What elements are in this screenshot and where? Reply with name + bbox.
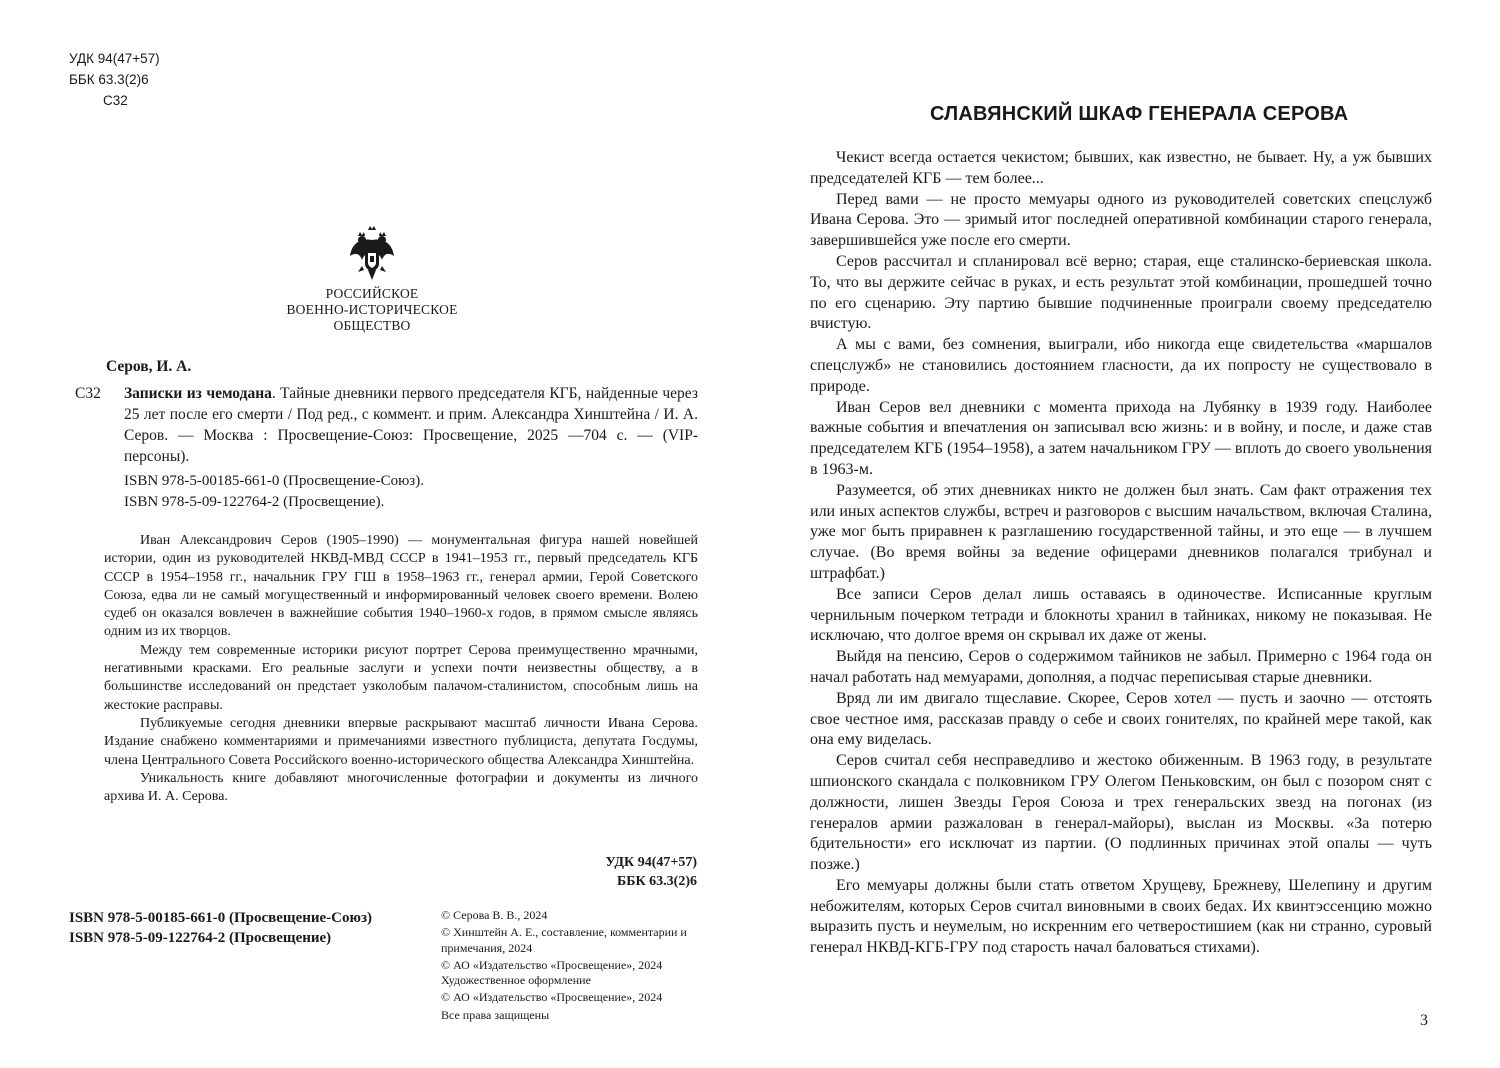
isbn-bold-block [69,908,372,948]
body-paragraph: Все записи Серов делал лишь оставаясь в одиночестве. Исписанные круглым чернильным почерком тетради и блокноты хранил в тайниках, никому не показывая. Не исключаю, что долгое время он скрывал их даже от жены. [810,585,1432,645]
catalog-code-entry: С32 [75,385,101,402]
body-paragraph: Чекист всегда остается чекистом; бывших, как известно, не бывает. Ну, а уж бывших председателей КГБ — тем более... [810,149,1432,187]
bibliographic-description [124,383,698,467]
logo-line-3: ОБЩЕСТВО [333,318,411,333]
body-paragraph: А мы с вами, без сомнения, выиграли, ибо никогда еще свидетельства «маршалов спецслужб» не становились достоянием гласности, да их попросту не существовало в природе. [810,336,1432,395]
body-paragraph: Его мемуары должны были стать ответом Хрущеву, Брежневу, Шелепину и другим небожителям, которых Серов считал виновными в своих бедах. Их квинтэссенцию можно выразить пусть и неумелым, но искренним его четверостишием (как ни странно, суровый генерал НКВД-КГБ-ГРУ под старость начал баловаться стихами). [810,876,1432,957]
body-paragraph: Серов считал себя несправедливо и жестоко обиженным. В 1963 году, в результате шпионского скандала с полковником ГРУ Олегом Пеньковским, он был с позором снят с должности, лишен Звезды Героя Союза и трех генеральских звезд на погонах (из генералов армии разжалован в генерал-майоры), выслан из Москвы. «За потерю бдительности» его исключат из партии. (О подлинных причинах этой опалы — чуть позже.) [810,752,1432,874]
copyright-notices [441,908,711,1025]
copyright-line: © Серова В. В., 2024 [441,908,548,922]
double-headed-eagle-icon [348,226,396,280]
body-paragraph: Разумеется, об этих дневниках никто не должен был знать. Сам факт отражения тех или иных аспектов службы, встреч и разговоров с высшим начальством, включая Сталина, уже мог быть приравнен к разглашению государственной тайны, и это еще — в лучшем случае. (Во время войны за ведение офицерами дневников полагался трибунал и штрафбат.) [810,481,1432,582]
author-heading: Серов, И. А. [106,358,192,375]
body-paragraph: Вряд ли им двигало тщеславие. Скорее, Серов хотел — пусть и заочно — отстоять свое честное имя, рассказав правду о себе и своих гонителях, по крайней мере такой, как она ему виделась. [810,689,1432,749]
copyright-line: © АО «Издательство «Просвещение», 2024 [441,990,663,1005]
logo-line-2: ВОЕННО-ИСТОРИЧЕСКОЕ [286,302,458,317]
isbn-bold-line: ISBN 978-5-00185-661-0 (Просвещение-Союз) [69,910,372,926]
logo-line-1: РОССИЙСКОЕ [325,286,419,301]
page-number: 3 [1420,1012,1428,1029]
catalog-code: С32 [103,93,128,108]
annotation-paragraph: Иван Александрович Серов (1905–1990) — монументальная фигура нашей новейшей истории, один из руководителей НКВД-МВД СССР в 1941–1953 гг., первый председатель КГБ СССР в 1954–1958 гг., начальник ГРУ ГШ в 1958–1963 гг., генерал армии, Герой Советского Союза, едва ли не самый могущественный и информированный человек своего времени. Волею судеб он оказался вовлечен в важнейшие события 1940–1960-х годов, в прямом смысле являясь одним из их творцов. [104,533,698,640]
body-paragraph: Серов рассчитал и спланировал всё верно; старая, еще сталинско-бериевская школа. То, что вы держите сейчас в руках, и есть результат этой комбинации, прошедшей точно по его сценарию. Эту партию бывшие подчиненные проиграли своему председателю вчистую. [810,252,1432,333]
annotation-paragraph: Между тем современные историки рисуют портрет Серова преимущественно мрачными, негативными красками. Его реальные заслуги и успехи почти неизвестны обществу, а в большинстве исследований он предстает узколобым палачом-сталинистом, способным лишь на жестокие расправы. [104,642,698,713]
isbn-line: ISBN 978-5-09-122764-2 (Просвещение). [124,494,385,510]
isbn-line: ISBN 978-5-00185-661-0 (Просвещение-Союз). [124,473,424,489]
annotation-paragraph: Публикуемые сегодня дневники впервые раскрывают масштаб личности Ивана Серова. Издание снабжено комментариями и примечаниями известного публициста, депутата Госдумы, члена Центрального Совета Российского военно-исторического общества Александра Хинштейна. [104,715,698,768]
rights-reserved: Все права защищены [441,1007,550,1022]
chapter-title: СЛАВЯНСКИЙ ШКАФ ГЕНЕРАЛА СЕРОВА [930,103,1349,125]
bibliographic-details: . Тайные дневники первого председателя КГБ, найденные через 25 лет после его смерти / Под ред., с коммент. и прим. Александра Хинштейна / И. А. Серов. — Москва : Просвещение-Союз: Просвещение, 2025 —704 с. — (VIP-персоны). [124,385,698,465]
annotation [104,532,698,806]
isbn-bold-line: ISBN 978-5-09-122764-2 (Просвещение) [69,930,332,946]
udk-code-bottom: УДК 94(47+57) [605,855,697,870]
bbk-code-bottom: ББК 63.3(2)6 [617,874,697,889]
isbn-list [124,471,424,513]
copyright-line: © АО «Издательство «Просвещение», 2024 Художественное оформление [441,957,663,988]
body-paragraph: Иван Серов вел дневники с момента прихода на Лубянку в 1939 году. Наиболее важные события и впечатления он записывал всю жизнь: и в войну, и после, и даже став председателем КГБ (1954–1958), а затем начальником ГРУ — вплоть до своего увольнения в 1963-м. [810,398,1432,478]
book-title: Записки из чемодана [124,385,272,402]
chapter-body [810,148,1432,959]
udk-code: УДК 94(47+57) [69,51,160,66]
body-paragraph: Перед вами — не просто мемуары одного из руководителей советских спецслужб Ивана Серова. Это — зримый итог последней оперативной комбинации старого генерала, завершившейся уже после его смерти. [810,190,1432,250]
body-paragraph: Выйдя на пенсию, Серов о содержимом тайников не забыл. Примерно с 1964 года он начал работать над мемуарами, дополняя, а подчас переписывая старые дневники. [810,648,1432,686]
classification-codes-bottom [560,853,697,891]
copyright-line: © Хинштейн А. Е., составление, комментарии и примечания, 2024 [441,925,687,955]
bbk-code: ББК 63.3(2)6 [69,72,149,87]
classification-codes [69,48,160,111]
publisher-logo [282,226,462,334]
annotation-paragraph: Уникальность книге добавляют многочисленные фотографии и документы из личного архива И. А. Серова. [104,770,698,805]
